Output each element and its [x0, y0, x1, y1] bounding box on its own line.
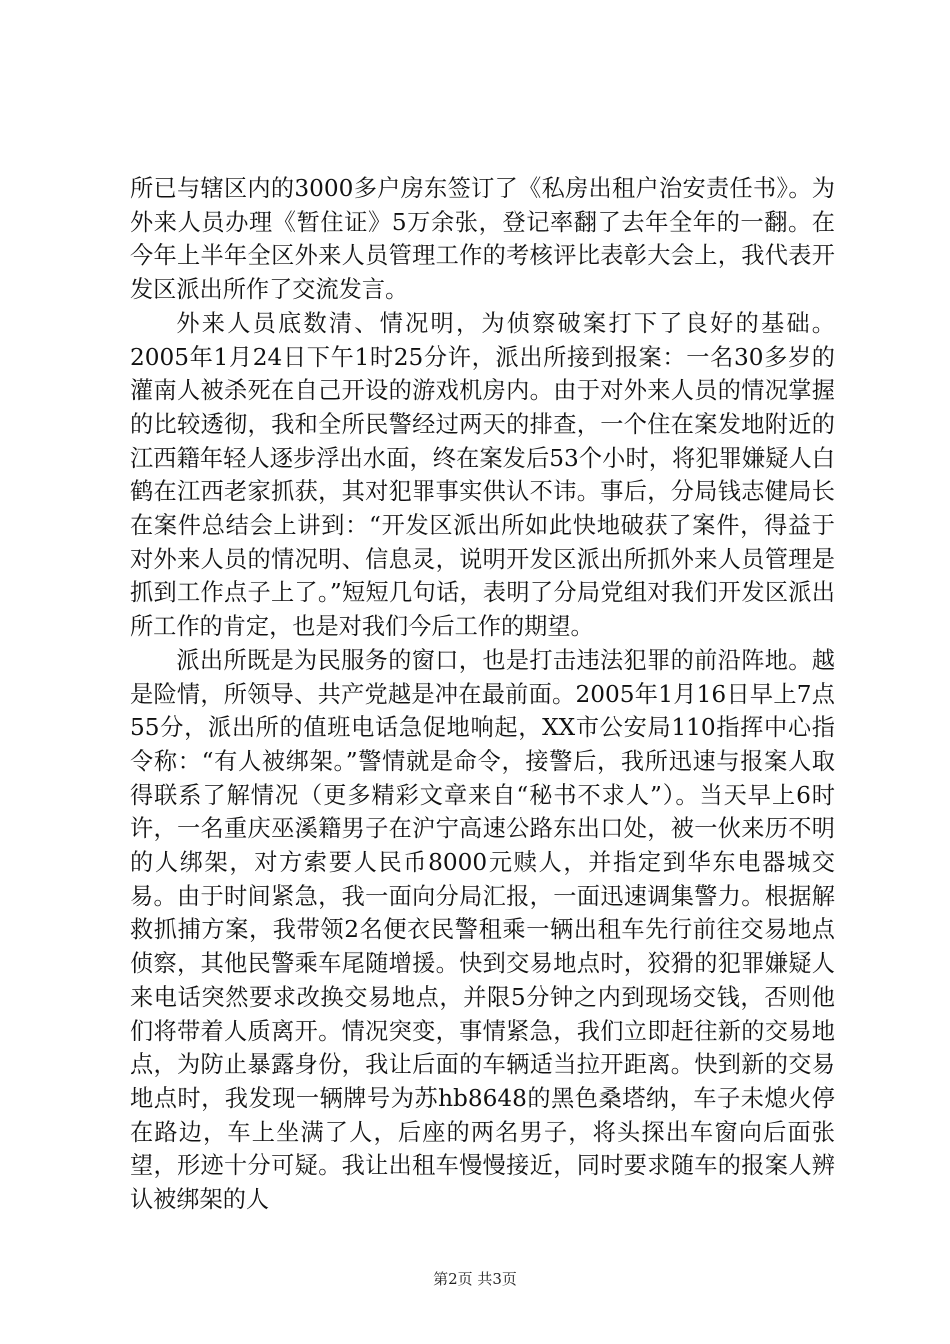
- paragraph-3: 派出所既是为民服务的窗口，也是打击违法犯罪的前沿阵地。越是险情，所领导、共产党越是冲在最前面。2005年1月16日早上7点55分，派出所的值班电话急促地响起，XX市公安局110指挥中心指令称：“有人被绑架。”警情就是命令，接警后，我所迅速与报案人取得联系了解情况（更多精彩文章来自“秘书不求人”）。当天早上6时许，一名重庆巫溪籍男子在沪宁高速公路东出口处，被一伙来历不明的人绑架，对方索要人民币8000元赎人，并指定到华东电器城交易。由于时间紧急，我一面向分局汇报，一面迅速调集警力。根据解救抓捕方案，我带领2名便衣民警租乘一辆出租车先行前往交易地点侦察，其他民警乘车尾随增援。快到交易地点时，狡猾的犯罪嫌疑人来电话突然要求改换交易地点，并限5分钟之内到现场交钱，否则他们将带着人质离开。情况突变，事情紧急，我们立即赶往新的交易地点，为防止暴露身份，我让后面的车辆适当拉开距离。快到新的交易地点时，我发现一辆牌号为苏hb8648的黑色桑塔纳，车子未熄火停在路边，车上坐满了人，后座的两名男子，将头探出车窗向后面张望，形迹十分可疑。我让出租车慢慢接近，同时要求随车的报案人辨认被绑架的人: [130, 646, 835, 1214]
- paragraph-1: 所已与辖区内的3000多户房东签订了《私房出租户治安责任书》。为外来人员办理《暂住证》5万余张，登记率翻了去年全年的一翻。在今年上半年全区外来人员管理工作的考核评比表彰大会上，我代表开发区派出所作了交流发言。: [130, 175, 835, 304]
- document-body: [130, 172, 835, 1217]
- page-footer: [0, 1268, 950, 1289]
- paragraph-2: 外来人员底数清、情况明，为侦察破案打下了良好的基础。2005年1月24日下午1时25分许，派出所接到报案：一名30多岁的灌南人被杀死在自己开设的游戏机房内。由于对外来人员的情况掌握的比较透彻，我和全所民警经过两天的排查，一个住在案发地附近的江西籍年轻人逐步浮出水面，终在案发后53个小时，将犯罪嫌疑人白鹤在江西老家抓获，其对犯罪事实供认不讳。事后，分局钱志健局长在案件总结会上讲到：“开发区派出所如此快地破获了案件，得益于对外来人员的情况明、信息灵，说明开发区派出所抓外来人员管理是抓到工作点子上了。”短短几句话，表明了分局党组对我们开发区派出所工作的肯定，也是对我们今后工作的期望。: [130, 309, 835, 641]
- page-number: 第2页 共3页: [433, 1270, 517, 1288]
